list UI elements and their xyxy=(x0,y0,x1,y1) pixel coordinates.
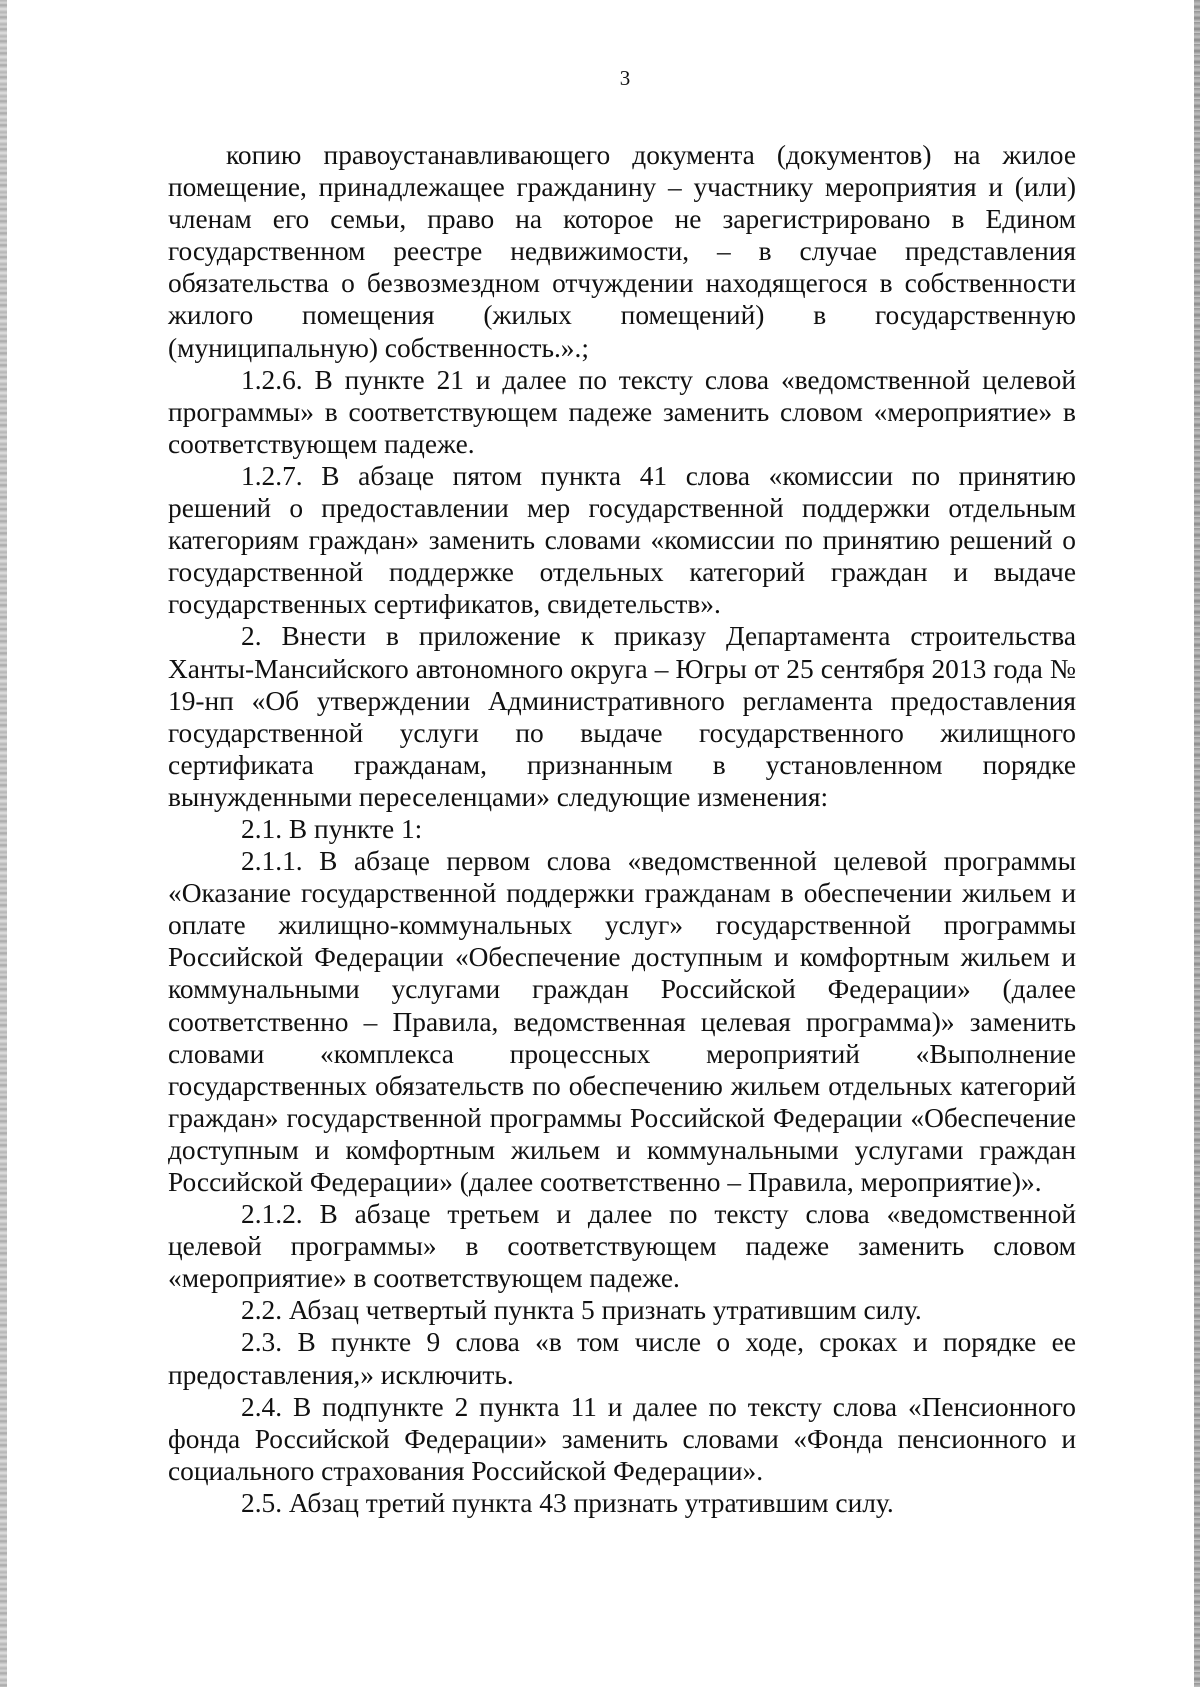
paragraph-2-1-1: 2.1.1. В абзаце первом слова «ведомственной целевой программы «Оказание государственной поддержки гражданам в обеспечении жильем и оплате жилищно-коммунальных услуг» государственной программы Российской Федерации «Обеспечение доступным и комфортным жильем и коммунальными услугами граждан Российской Федерации» (далее соответственно – Правила, ведомственная целевая программа)» заменить словами «комплекса процессных мероприятий «Выполнение государственных обязательств по обеспечению жильем отдельных категорий граждан» государственной программы Российской Федерации «Обеспечение доступным и комфортным жильем и коммунальными услугами граждан Российской Федерации» (далее соответственно – Правила, мероприятие)». xyxy=(168,846,1076,1197)
paragraph-2: 2. Внести в приложение к приказу Департамента строительства Ханты-Мансийского автономного округа – Югры от 25 сентября 2013 года № 19-нп «Об утверждении Административного регламента предоставления государственной услуги по выдаче государственного жилищного сертификата гражданам, признанным в установленном порядке вынужденными переселенцами» следующие изменения: xyxy=(168,621,1076,812)
paragraph-2-4: 2.4. В подпункте 2 пункта 11 и далее по тексту слова «Пенсионного фонда Российской Федерации» заменить словами «Фонда пенсионного и социального страхования Российской Федерации». xyxy=(168,1391,1076,1486)
document-body xyxy=(168,139,1076,1519)
paragraph-1-2-7: 1.2.7. В абзаце пятом пункта 41 слова «комиссии по принятию решений о предоставлении мер государственной поддержки отдельным категориям граждан» заменить словами «комиссии по принятию решений о государственной поддержке отдельных категорий граждан и выдаче государственных сертификатов, свидетельств». xyxy=(168,460,1076,620)
paragraph-2-1: 2.1. В пункте 1: xyxy=(241,813,423,844)
paragraph-continuation: копию правоустанавливающего документа (документов) на жилое помещение, принадлежащее гражданину – участнику мероприятия и (или) членам его семьи, право на которое не зарегистрировано в Едином государственном реестре недвижимости, – в случае представления обязательства о безвозмездном отчуждении находящегося в собственности жилого помещения (жилых помещений) в государственную (муниципальную) собственность.».; xyxy=(168,140,1076,363)
paragraph-2-3: 2.3. В пункте 9 слова «в том числе о ходе, сроках и порядке ее предоставления,» исключить. xyxy=(168,1327,1076,1390)
paragraph-1-2-6: 1.2.6. В пункте 21 и далее по тексту слова «ведомственной целевой программы» в соответствующем падеже заменить словом «мероприятие» в соответствующем падеже. xyxy=(168,364,1076,459)
page-number: 3 xyxy=(619,66,631,90)
paragraph-2-5: 2.5. Абзац третий пункта 43 признать утратившим силу. xyxy=(241,1487,894,1518)
paragraph-2-1-2: 2.1.2. В абзаце третьем и далее по тексту слова «ведомственной целевой программы» в соответствующем падеже заменить словом «мероприятие» в соответствующем падеже. xyxy=(168,1199,1076,1294)
scan-edge-right xyxy=(1194,0,1200,1687)
paragraph-2-2: 2.2. Абзац четвертый пункта 5 признать утратившим силу. xyxy=(241,1295,922,1326)
scan-edge-left xyxy=(0,0,7,1687)
